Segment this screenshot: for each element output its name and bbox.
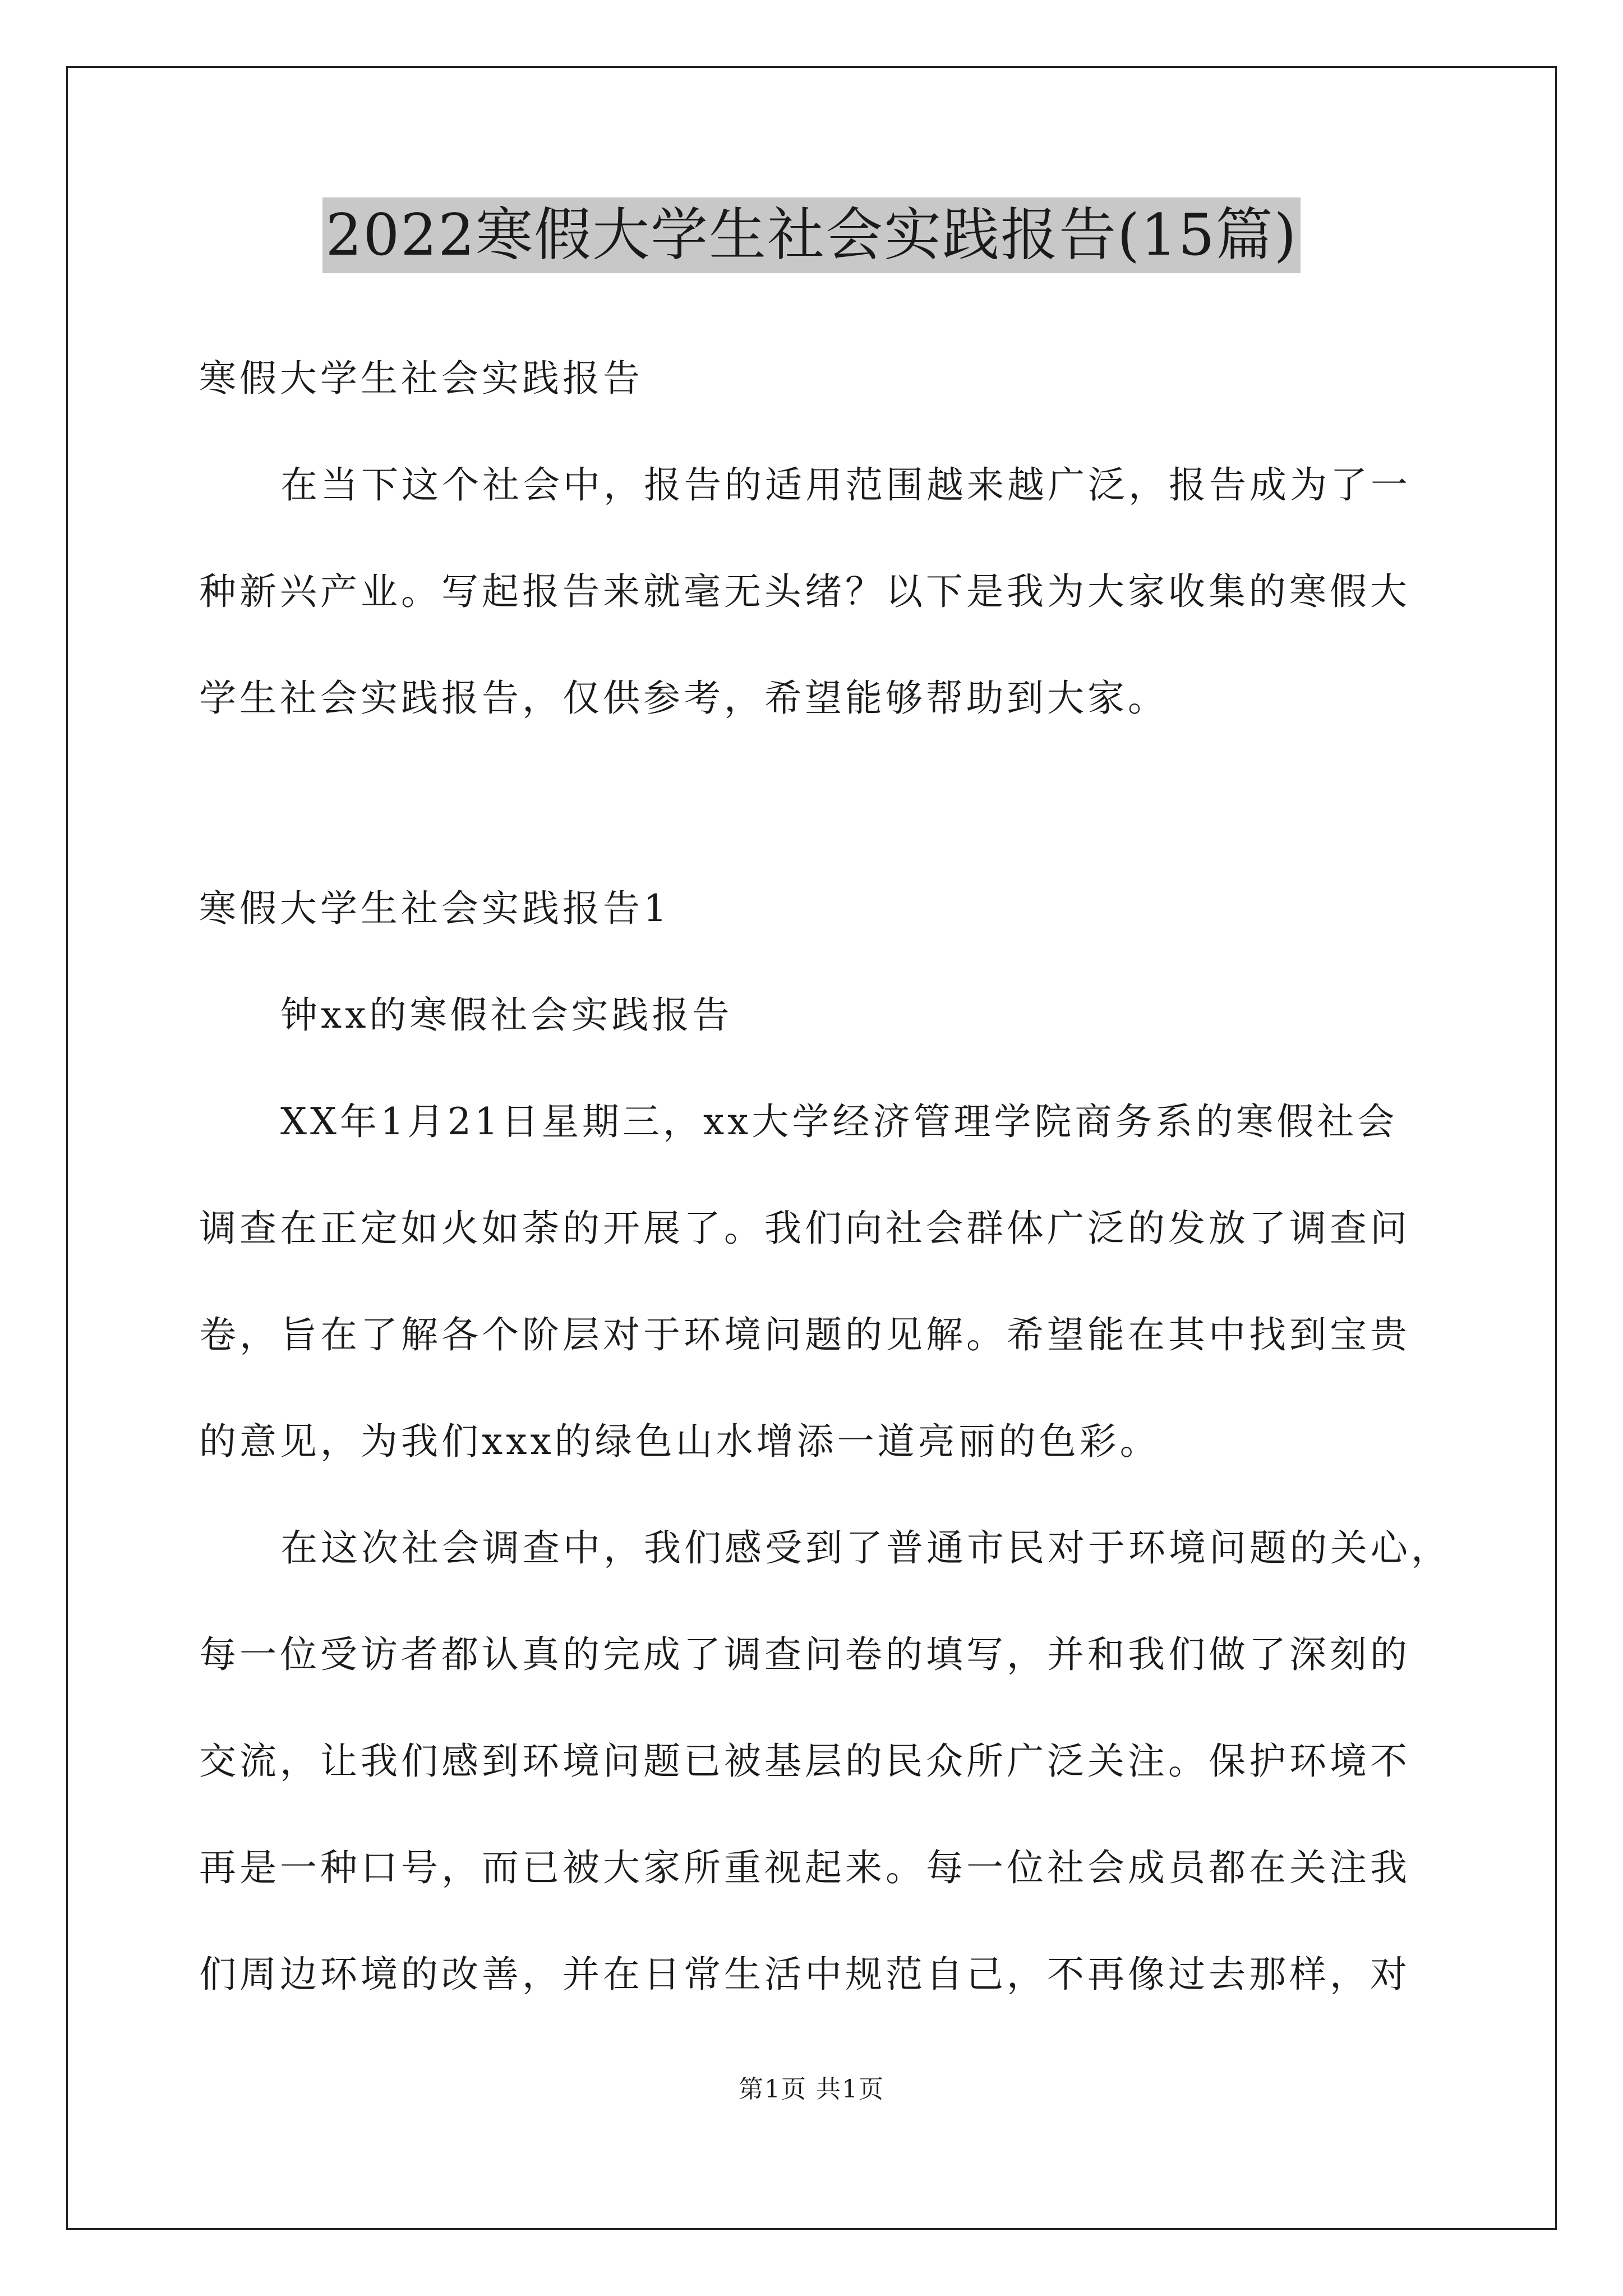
document-title-text: 2022寒假大学生社会实践报告(15篇)	[322, 197, 1301, 273]
paragraph-line: 们周边环境的改善，并在日常生活中规范自己，不再像过去那样，对	[199, 1953, 1410, 1996]
paragraph-line: 再是一种口号，而已被大家所重视起来。每一位社会成员都在关注我	[199, 1846, 1410, 1889]
intro-line: 学生社会实践报告，仅供参考，希望能够帮助到大家。	[199, 677, 1168, 720]
paragraph-line: 每一位受访者都认真的完成了调查问卷的填写，并和我们做了深刻的	[199, 1633, 1410, 1676]
paragraph-line: 在这次社会调查中，我们感受到了普通市民对于环境问题的关心，	[280, 1526, 1451, 1570]
paragraph-line: 卷，旨在了解各个阶层对于环境问题的见解。希望能在其中找到宝贵	[199, 1313, 1410, 1356]
intro-line: 种新兴产业。写起报告来就毫无头绪？以下是我为大家收集的寒假大	[199, 570, 1410, 613]
document-title	[0, 196, 1623, 275]
section-heading: 寒假大学生社会实践报告1	[199, 887, 670, 930]
intro-heading: 寒假大学生社会实践报告	[199, 357, 643, 400]
paragraph-line: 的意见，为我们xxx的绿色山水增添一道亮丽的色彩。	[199, 1420, 1160, 1463]
paragraph-line: 交流，让我们感到环境问题已被基层的民众所广泛关注。保护环境不	[199, 1740, 1410, 1783]
paragraph-line: XX年1月21日星期三，xx大学经济管理学院商务系的寒假社会	[280, 1100, 1398, 1143]
page-number-footer: 第1页 共1页	[739, 2075, 884, 2104]
paragraph-line: 调查在正定如火如荼的开展了。我们向社会群体广泛的发放了调查问	[199, 1207, 1410, 1250]
section-subtitle: 钟xx的寒假社会实践报告	[280, 993, 733, 1037]
intro-line: 在当下这个社会中，报告的适用范围越来越广泛，报告成为了一	[280, 463, 1411, 507]
